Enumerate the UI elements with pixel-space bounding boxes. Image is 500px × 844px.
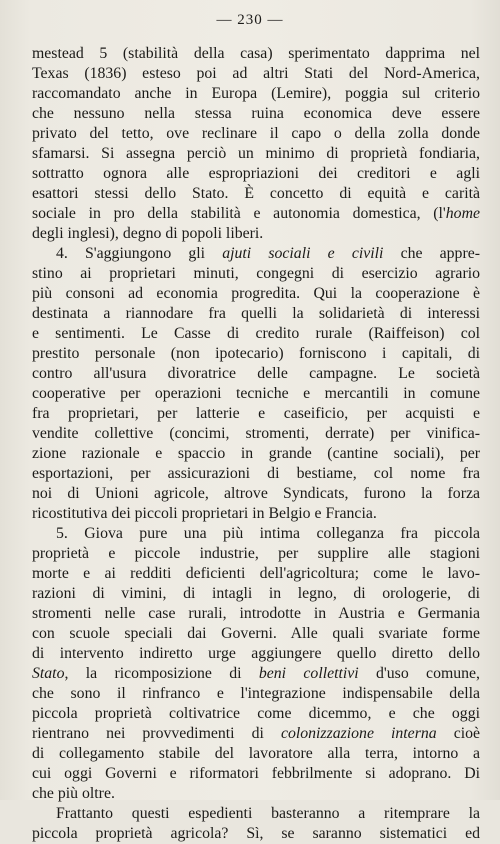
- text-segment: ricostitutiva dei piccoli proprietari in Belgio e Francia.: [32, 505, 377, 522]
- text-segment: sottratto ognora alle espropriazioni dei creditori e agli: [32, 165, 480, 182]
- text-line: [32, 464, 480, 484]
- text-line: [32, 484, 480, 504]
- text-segment: sfamarsi. Si assegna perciò un minimo di proprietà fondiaria,: [32, 145, 480, 162]
- text-line: [32, 724, 480, 744]
- text-line: [32, 184, 480, 204]
- text-body: [32, 44, 480, 844]
- text-segment: che sono il rinfranco e l'integrazione indispensabile della: [32, 685, 480, 702]
- italic-text: colonizzazione interna: [280, 725, 437, 742]
- text-segment: 5. Giova pure una più intima colleganza fra piccola: [56, 525, 480, 542]
- text-segment: noi di Unioni agricole, altrove Syndicats, furono la forza: [32, 485, 480, 502]
- text-segment: vendite collettive (concimi, stromenti, derrate) per vinifica-: [32, 425, 480, 442]
- text-segment: zione razionale e spaccio in grande (cantine sociali), per: [32, 445, 480, 462]
- text-segment: piccola proprietà coltivatrice come dicemmo, e che oggi: [32, 705, 480, 722]
- text-segment: degli inglesi), degno di popoli liberi.: [32, 225, 264, 242]
- text-segment: che nessuno nella stessa ruina economica deve essere: [32, 105, 480, 122]
- text-line: [32, 704, 480, 724]
- text-segment: prestito personale (non ipotecario) forniscono i capitali, di: [32, 345, 480, 362]
- text-line: [32, 644, 480, 664]
- text-line: [32, 504, 480, 524]
- text-line: [32, 144, 480, 164]
- text-line: [32, 264, 480, 284]
- text-segment: destinata a riannodare fra quelli la solidarietà di interessi: [32, 305, 480, 322]
- italic-text: beni collettivi: [258, 665, 359, 682]
- text-line: [32, 744, 480, 764]
- text-segment: 5: [99, 45, 108, 62]
- text-line: [32, 364, 480, 384]
- text-line: [32, 44, 480, 64]
- text-segment: [84, 45, 100, 62]
- text-segment: raccomandato anche in Europa (Lemire), poggia sul criterio: [32, 85, 480, 102]
- text-segment: fra proprietari, per latterie e caseificio, per acquisti e: [32, 405, 480, 422]
- text-segment: stino ai proprietari minuti, congegni di esercizio agrario: [32, 265, 480, 282]
- text-segment: di collegamento stabile del lavoratore alla terra, intorno a: [32, 745, 480, 762]
- text-line: [32, 784, 480, 804]
- text-line: [32, 84, 480, 104]
- text-segment: cioè: [436, 725, 480, 742]
- text-segment: Texas (1836) esteso poi ad altri Stati del Nord-America,: [32, 65, 480, 82]
- text-line: [32, 824, 480, 844]
- text-segment: che appre-: [383, 245, 480, 262]
- text-line: [32, 104, 480, 124]
- text-segment: morte e ai redditi deficienti dell'agricoltura; come le lavo-: [32, 565, 480, 582]
- text-line: [32, 764, 480, 784]
- text-line: [32, 444, 480, 464]
- text-segment: proprietà e piccole industrie, per supplire alle stagioni: [32, 545, 480, 562]
- text-segment: e sentimenti. Le Casse di credito rurale (Raiffeison) col: [32, 325, 480, 342]
- text-segment: più consoni ad economia progredita. Qui la cooperazione è: [32, 285, 480, 302]
- text-line: [32, 124, 480, 144]
- text-segment: cooperative per operazioni tecniche e mercantili in comune: [32, 385, 480, 402]
- text-line: [32, 524, 480, 544]
- text-segment: che più oltre.: [32, 785, 115, 802]
- text-segment: esattori stessi dello Stato. È concetto di equità e carità: [32, 185, 480, 202]
- text-line: [32, 684, 480, 704]
- page-number: — 230 —: [216, 12, 284, 28]
- text-line: [32, 544, 480, 564]
- text-line: [32, 584, 480, 604]
- text-segment: stromenti nelle case rurali, introdotte in Austria e Germania: [32, 605, 480, 622]
- text-segment: (stabilità della casa) sperimentato dapprima nel: [107, 45, 480, 62]
- text-line: [32, 344, 480, 364]
- text-line: [32, 624, 480, 644]
- italic-text: ajuti sociali e civili: [222, 245, 384, 262]
- text-line: [32, 384, 480, 404]
- text-line: [32, 164, 480, 184]
- text-line: [32, 664, 480, 684]
- text-segment: contro all'usura divoratrice delle campagne. Le società: [32, 365, 480, 382]
- text-segment: di intervento indiretto urge aggiungere quello diretto dello: [32, 645, 480, 662]
- text-segment: 4. S'aggiungono gli: [56, 245, 223, 262]
- text-line: [32, 404, 480, 424]
- text-line: [32, 204, 480, 224]
- text-line: [32, 244, 480, 264]
- text-segment: privato del tetto, ove reclinare il capo o della zolla donde: [32, 125, 480, 142]
- text-segment: esportazioni, per assicurazioni di bestiame, col nome fra: [32, 465, 480, 482]
- text-line: [32, 64, 480, 84]
- text-segment: cui oggi Governi e riformatori febbrilmente si adoprano. Di: [32, 765, 480, 782]
- text-line: [32, 564, 480, 584]
- text-segment: , la ricomposizione di: [64, 665, 259, 682]
- text-line: [32, 804, 480, 824]
- text-line: [32, 224, 480, 244]
- text-segment: rientrano nei provvedimenti di: [32, 725, 281, 742]
- text-segment: razioni di vimini, di intagli in legno, di orologerie, di: [32, 585, 480, 602]
- text-segment: mestead: [32, 45, 84, 62]
- text-line: [32, 284, 480, 304]
- text-line: [32, 324, 480, 344]
- text-segment: sociale in pro della stabilità e autonomia domestica, (l': [32, 205, 446, 222]
- italic-text: Stato: [32, 665, 65, 682]
- text-segment: piccola proprietà agricola? Sì, se saranno sistematici ed: [32, 825, 480, 842]
- text-line: [32, 424, 480, 444]
- text-segment: con scuole speciali dai Governi. Alle quali svariate forme: [32, 625, 480, 642]
- text-segment: d'uso comune,: [358, 665, 481, 682]
- text-line: [32, 304, 480, 324]
- text-segment: Frattanto questi espedienti basteranno a ritemprare la: [56, 805, 480, 822]
- text-line: [32, 604, 480, 624]
- italic-text: home: [445, 205, 480, 222]
